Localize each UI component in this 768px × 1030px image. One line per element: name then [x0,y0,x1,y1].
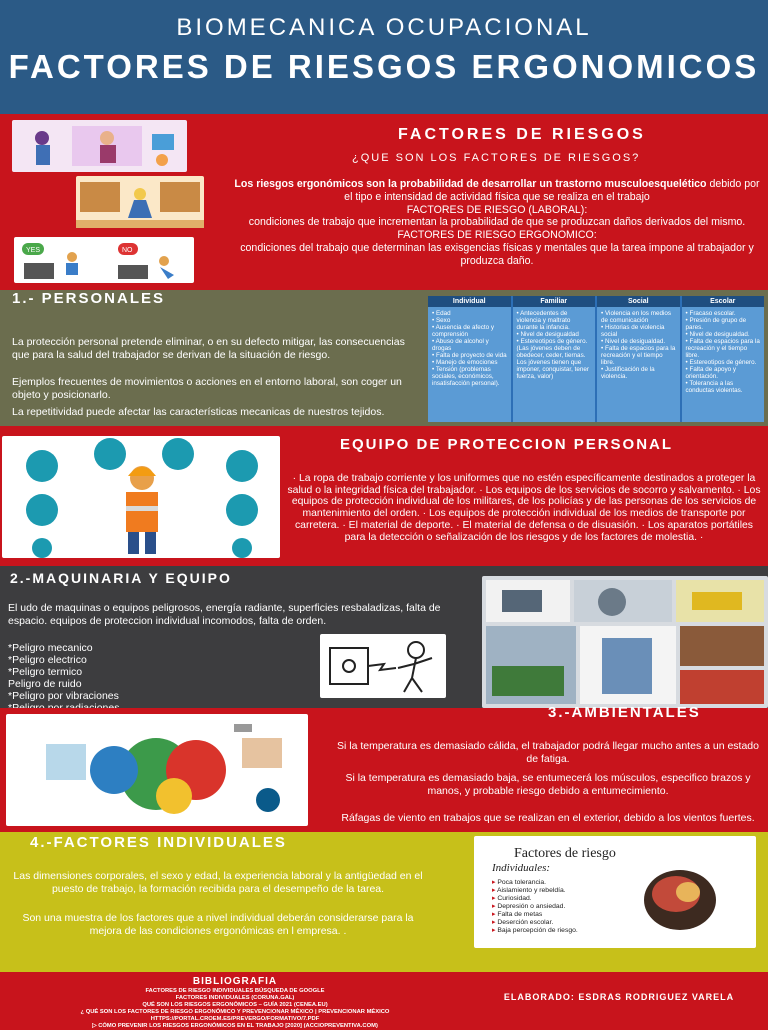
table-item: • Falta de apoyo y orientación. [686,366,762,380]
electric-hazard-icon [320,634,446,698]
table-item: • Estereotipos de género. [686,359,762,366]
author-credit: ELABORADO: ESDRAS RODRIGUEZ VARELA [503,992,735,1002]
table-item: • Tolerancia a las conductas violentas. [686,380,762,394]
individuales-p2: Son una muestra de los factores que a nivel individual deberán considerarse para la mejora de las condiciones ergonómicas en l empresa. . [22,912,414,937]
card-title: Factores de riesgo [514,846,616,861]
bibliography-line: ¿ QUÉ SON LOS FACTORES DE RIESGO ERGONÓMICO Y PREVENCIONAR MÉXICO | PREVENCIONAR MÉXICO [80,1009,390,1015]
hazard-item: *Peligro termico [8,666,83,678]
section-heading-factores: FACTORES DE RIESGOS [398,126,646,143]
card-item: ▸ Deserción escolar. [492,919,578,927]
yes-label: YES [26,247,41,254]
personales-p1: La protección personal pretende eliminar, o en su defecto mitigar, las consecuencias que para la salud del trabajador se derivan de la situación de riesgo. [12,336,405,361]
card-item: ▸ Depresión o ansiedad. [492,903,578,911]
table-item: • Ausencia de afecto y comprensión [432,324,508,338]
machines-icon [482,576,768,708]
section-heading-epp: EQUIPO DE PROTECCION PERSONAL [340,436,674,453]
card-item: ▸ Poca tolerancia. [492,879,578,887]
ambientales-p1: Si la temperatura es demasiado cálida, el trabajador podrá llegar mucho antes a un estado de fatiga. [336,740,759,765]
brain-head-icon [636,864,724,934]
table-item: • Edad [432,310,508,317]
bibliography-line: ▷ CÓMO PREVENIR LOS RIESGOS ERGONÓMICOS EN EL TRABAJO [2020] (ACCIOPREVENTIVA.COM) [92,1023,378,1029]
hazard-item: *Peligro electrico [8,654,87,666]
hazard-item: Peligro de ruido [8,678,82,690]
column-header: Escolar [682,296,765,307]
column-header: Social [597,296,680,307]
table-item: • Presión de grupo de pares. [686,317,762,331]
maquinaria-text: El udo de maquinas o equipos peligrosos, energía radiante, superficies resbaladizas, falta de espacio. equipos de proteccion individual incomodos, falta de orden. [8,602,441,627]
table-item: • Violencia en los medios de comunicación [601,310,677,324]
page-title: FACTORES DE RIESGOS ERGONOMICOS [8,48,760,85]
intro-section [0,114,768,290]
table-item: • Historias de violencia social [601,324,677,338]
laboral-title: FACTORES DE RIESGO (LABORAL): [406,203,588,216]
bibliography-line: FACTORES DE RIESGO INDIVIDUALES BÚSQUEDA DE GOOGLE [145,988,325,994]
personales-section [0,290,768,426]
table-item: • Manejo de emociones [432,359,508,366]
hazard-item: *Peligro por vibraciones [8,690,119,702]
bibliography [0,976,470,1030]
risk-factors-table [428,296,764,422]
ambientales-section [0,704,768,832]
card-item: ▸ Curiosidad. [492,895,578,903]
environment-diagram [6,714,308,826]
table-column [682,296,765,422]
card-list [492,879,578,935]
ppe-icon [2,436,280,558]
ambientales-p3: Ráfagas de viento en trabajos que se realizan en el exterior, debido a los vientos fuertes. [341,812,755,824]
ambientales-p2: Si la temperatura es demasiado baja, se entumecerá los músculos, especifico brazos y manos, y probable riesgo debido a entumecimiento. [345,772,751,797]
table-column [597,296,680,422]
section-heading-personales: 1.- PERSONALES [12,290,166,307]
footer-section [0,972,768,1029]
table-item: • Sexo [432,317,508,324]
section-heading-individuales: 4.-FACTORES INDIVIDUALES [30,834,287,851]
epp-section [0,426,768,566]
header-banner [0,0,768,114]
table-item: • Nivel de desigualdad. [601,338,677,345]
column-header: Individual [428,296,511,307]
hazard-item: *Peligro mecanico [8,642,93,654]
workers-illustration [12,120,187,172]
definition-bold: Los riesgos ergonómicos son la probabilidad de desarrollar un trastorno musculoesquelético [234,178,707,190]
table-item: • Abuso de alcohol y drogas [432,338,508,352]
individuales-p1: Las dimensiones corporales, el sexo y edad, la experiencia laboral y la antigüedad en el puesto de trabajo, la formación recibida para el desempeño de la tarea. [13,870,423,895]
table-item: • Estereotipos de género. (Las jóvenes deben de obedecer, ceder, tiernas. Los jóvenes tienen que imponer, conquistar, tener fuerza, valor) [517,338,593,380]
table-item: • Fracaso escolar. [686,310,762,317]
workers-icon [12,120,187,172]
no-label: NO [122,247,133,254]
individuales-section [0,832,768,972]
bibliography-title: BIBLIOGRAFIA [192,976,278,987]
table-column [513,296,596,422]
intro-definition [232,178,762,268]
personales-p3: La repetitividad puede afectar las características mecanicas de nuestros tejidos. [12,406,385,418]
subtitle: BIOMECANICA OCUPACIONAL [176,14,592,41]
posture-illustration [14,237,194,283]
column-header: Familiar [513,296,596,307]
table-item: • Falta de espacios para la recreación y el tiempo libre. [686,338,762,359]
card-item: ▸ Falta de metas [492,911,578,919]
bibliography-line: FACTORES INDIVIDUALES (CORUNA.GAL) [175,995,295,1001]
ergo-text: condiciones del trabajo que determinan las exisgencias físicas y mentales que la tarea impone al trabajador y produzca daño. [240,241,754,267]
table-item: • Falta de espacios para la recreación y el tiempo libre. [601,345,677,366]
individual-factors-card [474,836,756,948]
injured-worker-illustration [76,176,204,228]
card-item: ▸ Baja percepción de riesgo. [492,927,578,935]
laboral-text: condiciones de trabajo que incrementan la probabilidad de que se produzcan daños derivados del mismo. [248,216,746,229]
maquinaria-section [0,566,768,708]
hazard-list [8,642,122,714]
table-item: • Justificación de la violencia. [601,366,677,380]
posture-icon [14,237,194,283]
section-heading-ambientales: 3.-AMBIENTALES [548,704,701,721]
table-item: • Antecedentes de violencia y maltrato durante la infancia. [517,310,593,331]
table-item: • Nivel de desigualdad. [686,331,762,338]
back-pain-icon [76,176,204,228]
table-column [428,296,511,422]
environment-icon [6,714,308,826]
ergo-title: FACTORES DE RIESGO ERGONOMICO: [397,229,597,242]
personales-p2: Ejemplos frecuentes de movimientos o acciones en el entorno laboral, son coger un objeto y posicionarlo. [12,376,402,401]
machinery-collage [482,576,768,708]
card-item: ▸ Aislamiento y rebeldía. [492,887,578,895]
question-heading: ¿QUE SON LOS FACTORES DE RIESGOS? [352,152,641,164]
electric-shock-illustration [320,634,446,698]
table-item: • Tensión (problemas sociales, económicos, insatisfacción personal). [432,366,508,387]
bibliography-line: QUÉ SON LOS RIESGOS ERGONÓMICOS – GUÍA 2021 (CENEA.EU) [142,1002,328,1008]
definition-rest: debido por el tipo e intensidad de actividad física que se realiza en el trabajo [344,178,760,203]
table-item: • Nivel de desigualdad [517,331,593,338]
bibliography-line: HTTPS://PORTAL.CROEM.ES/PREVERGO/FORMATIVO/7.PDF [150,1016,320,1022]
card-subtitle: Individuales: [492,862,551,874]
table-item: • Falta de proyecto de vida [432,352,508,359]
section-heading-maquinaria: 2.-MAQUINARIA Y EQUIPO [10,570,232,586]
epp-text: · La ropa de trabajo corriente y los uniformes que no estén específicamente destinados a proteger la salud o la integridad física del trabajador. · Los equipos de los servicios de socorro y salvamento. · Los equipos de protección individual de los militares, de los policías y de las personas de los servicios de mantenimiento del orden. · Los equipos de protección individual de los medios de transporte por carretera. · El material de deporte. · El material de defensa o de disuasión. · Los aparatos portátiles para la detección o señalización de los riesgos y de los factores de molestia. · [287,473,761,543]
ppe-illustration [2,436,280,558]
